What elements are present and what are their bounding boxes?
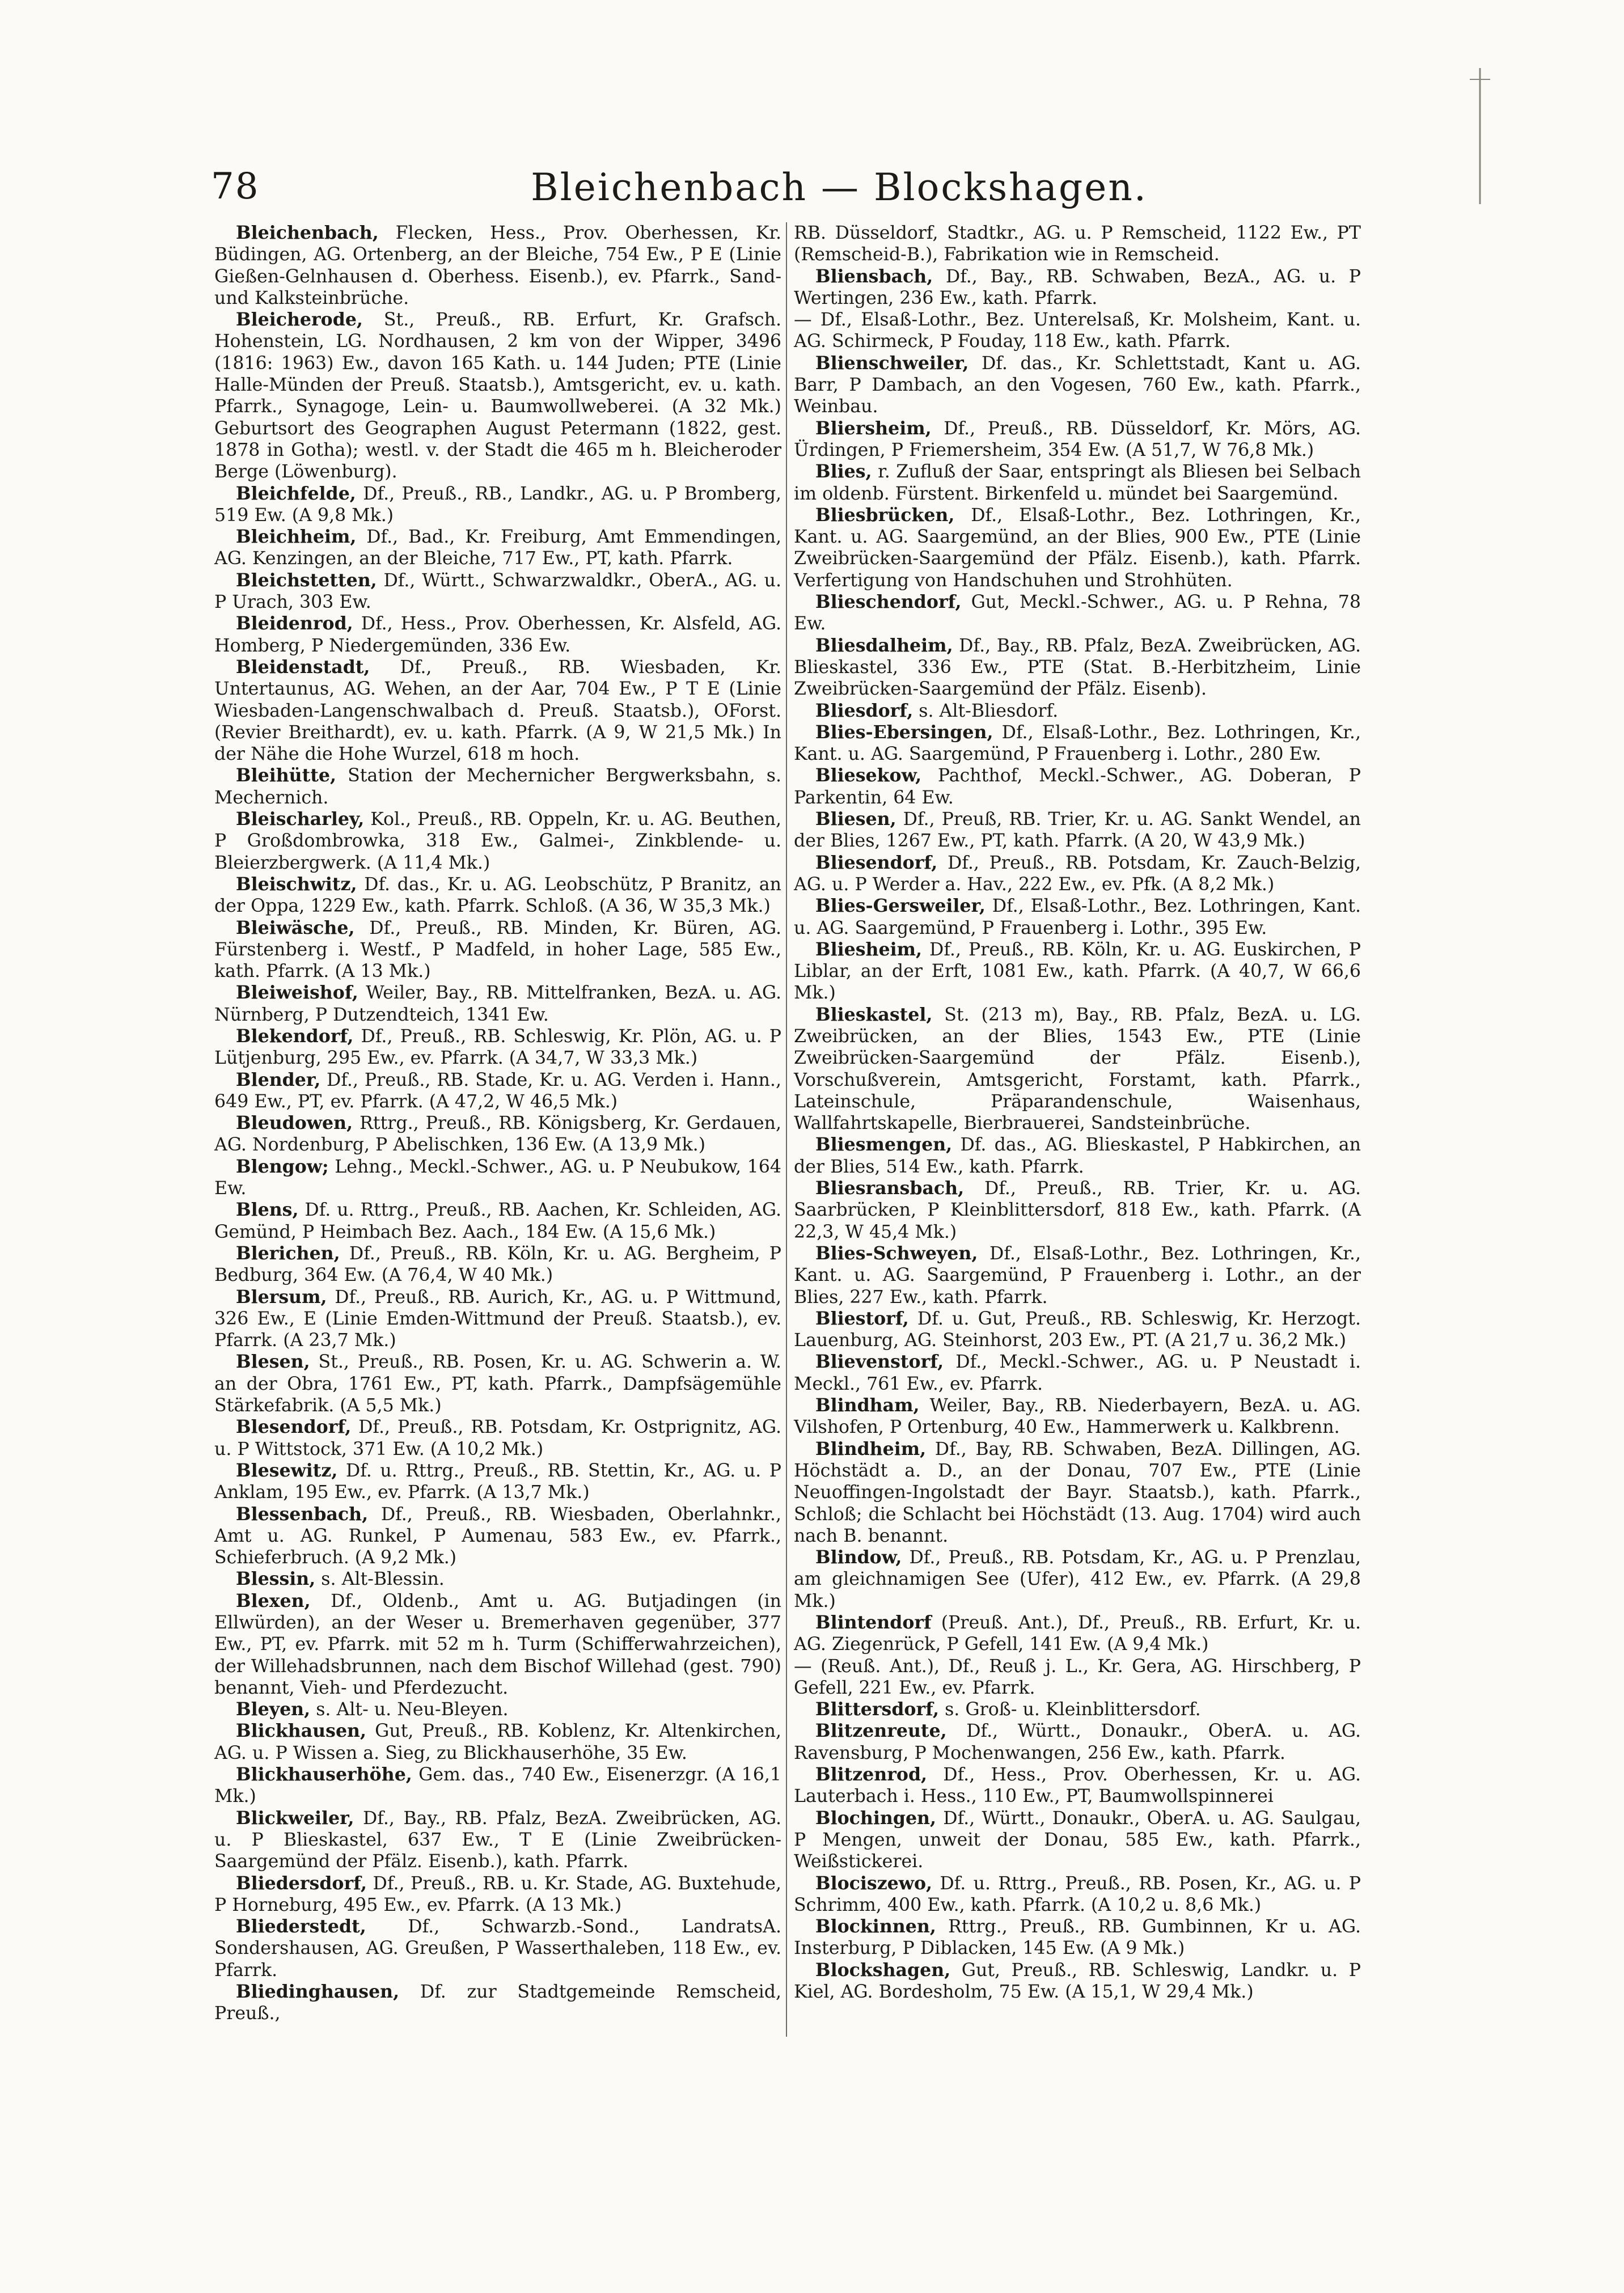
entry-headword: Blies-Gersweiler, (815, 895, 986, 917)
dictionary-entry (214, 309, 781, 483)
dictionary-entry (794, 1808, 1361, 1873)
entry-headword: Blindheim, (815, 1438, 927, 1459)
entry-headword: Blickweiler, (235, 1807, 354, 1829)
dictionary-entry (794, 309, 1361, 353)
entry-headword: Bliestorf, (815, 1308, 909, 1329)
entry-text: Df., Preuß., RB. Minden, Kr. Büren, AG. Fürstenberg i. Westf., P Madfeld, in hoher Lage, 585 Ew., kath. Pfarrk. (A 13 Mk.) (214, 917, 781, 982)
entry-text: — (Reuß. Ant.), Df., Reuß j. L., Kr. Gera, AG. Hirschberg, P Gefell, 221 Ew., ev. Pfarrk. (794, 1656, 1361, 1698)
entry-headword: Bleiweishof, (235, 982, 358, 1004)
entry-headword: Blockshagen, (815, 1959, 951, 1981)
entry-headword: Blessenbach, (235, 1503, 369, 1525)
entry-text: Gem. das., 740 Ew., Eisenerzgr. (A 16,1 Mk.) (214, 1765, 781, 1807)
dictionary-entry (214, 874, 781, 917)
entry-text: Df. das., AG. Blieskastel, P Habkirchen, an der Blies, 514 Ew., kath. Pfarrk. (794, 1135, 1361, 1177)
entry-text: Df., Preuß., RB. Potsdam, Kr., AG. u. P Prenzlau, am gleichnamigen See (Ufer), 412 Ew., ev. Pfarrk. (A 29,8 Mk.) (794, 1547, 1361, 1611)
dictionary-entry (214, 1287, 781, 1352)
entry-headword: Bliersheim, (815, 417, 932, 439)
dictionary-entry (794, 461, 1361, 505)
entry-text: Kol., Preuß., RB. Oppeln, Kr. u. AG. Beuthen, P Großdombrowka, 318 Ew., Galmei-, Zinkblende- u. Bleierzbergwerk. (A 11,4 Mk.) (214, 809, 781, 873)
dictionary-entry (214, 1243, 781, 1287)
entry-text: Df., Preuß, RB. Trier, Kr. u. AG. Sankt Wendel, an der Blies, 1267 Ew., PT, kath. Pfarrk. (A 20, W 43,9 Mk.) (794, 809, 1361, 852)
dictionary-entry (794, 1699, 1361, 1720)
dictionary-entry (214, 765, 781, 809)
entry-text: Lehng., Meckl.-Schwer., AG. u. P Neubukow, 164 Ew. (214, 1156, 781, 1199)
entry-text: St., Preuß., RB. Posen, Kr. u. AG. Schwerin a. W. an der Obra, 1761 Ew., PT, kath. Pfarrk., Dampfsägemühle Stärkefabrik. (A 5,5 Mk.) (214, 1352, 781, 1416)
entry-headword: Blies, (815, 461, 872, 483)
entry-text: Df., Meckl.-Schwer., AG. u. P Neustadt i. Meckl., 761 Ew., ev. Pfarrk. (794, 1352, 1361, 1394)
entry-headword: Bliedinghausen, (235, 1981, 400, 2003)
dictionary-entry (794, 1612, 1361, 1656)
entry-headword: Bleicherode, (235, 309, 363, 331)
entry-text: Df., Bad., Kr. Freiburg, Amt Emmendingen, AG. Kenzingen, an der Bleiche, 717 Ew., PT, kath. Pfarrk. (214, 527, 781, 569)
entry-headword: Blersum, (235, 1286, 327, 1308)
entry-text: — Df., Elsaß-Lothr., Bez. Unterelsaß, Kr. Molsheim, Kant. u. AG. Schirmeck, P Fouday, 118 Ew., kath. Pfarrk. (794, 310, 1361, 352)
entry-text: Df., Preuß., RB. Köln, Kr. u. AG. Euskirchen, P Liblar, an der Erft, 1081 Ew., kath. Pfarrk. (A 40,7, W 66,6 Mk.) (794, 939, 1361, 1004)
entry-text: Df., Hess., Prov. Oberhessen, Kr. Alsfeld, AG. Homberg, P Niedergemünden, 336 Ew. (214, 614, 781, 656)
entry-text: Gut, Meckl.-Schwer., AG. u. P Rehna, 78 Ew. (794, 592, 1361, 634)
dictionary-entry (794, 635, 1361, 700)
entry-text: Station der Mechernicher Bergwerksbahn, s. Mechernich. (214, 765, 781, 808)
dictionary-entry (794, 722, 1361, 765)
entry-text: Df. das., Kr. Schlettstadt, Kant u. AG. Barr, P Dambach, an den Vogesen, 760 Ew., kath. Pfarrk., Weinbau. (794, 353, 1361, 417)
dictionary-entry (794, 1134, 1361, 1178)
entry-headword: Bleiwäsche, (235, 917, 355, 938)
column-left (214, 222, 781, 2025)
dictionary-entry (794, 852, 1361, 896)
dictionary-entry (214, 809, 781, 874)
entry-headword: Bliesdalheim, (815, 634, 953, 656)
entry-text: Df., Württ., Donaukr., OberA. u. AG. Ravensburg, P Mochenwangen, 256 Ew., kath. Pfarrk. (794, 1721, 1361, 1763)
entry-text: Df. das., Kr. u. AG. Leobschütz, P Branitz, an der Oppa, 1229 Ew., kath. Pfarrk. Schloß. (A 36, W 35,3 Mk.) (214, 874, 781, 917)
dictionary-entry (214, 1026, 781, 1069)
dictionary-entry (794, 1351, 1361, 1395)
entry-text: Df., Preuß., RB. Trier, Kr. u. AG. Saarbrücken, P Kleinblittersdorf, 818 Ew., kath. Pfarrk. (A 22,3, W 45,4 Mk.) (794, 1178, 1361, 1242)
entry-headword: Bleyen, (235, 1699, 311, 1720)
entry-text: Df., Preuß., RB. Wiesbaden, Kr. Untertaunus, AG. Wehen, an der Aar, 704 Ew., P T E (Linie Wiesbaden-Langenschwalbach d. Preuß. Staatsb.), OForst. (Revier Breithardt), ev. u. kath. Pfarrk. (A 9, W 21,5 Mk.) In der Nähe die Hohe Wurzel, 618 m hoch. (214, 657, 781, 765)
entry-headword: Bleichstetten, (235, 569, 377, 591)
dictionary-entry (214, 222, 781, 309)
entry-headword: Blens, (235, 1199, 299, 1221)
entry-headword: Bliesransbach, (815, 1178, 965, 1199)
entry-text: Gut, Preuß., RB. Koblenz, Kr. Altenkirchen, AG. u. P Wissen a. Sieg, zu Blickhauserhöhe, 35 Ew. (214, 1721, 781, 1763)
entry-headword: Blengow; (235, 1156, 329, 1177)
dictionary-entry (794, 1960, 1361, 2003)
entry-headword: Bliesendorf, (815, 852, 938, 873)
dictionary-entry (214, 1981, 781, 2025)
entry-text: Df., Bay., RB. Pfalz, BezA. Zweibrücken, AG. u. P Blieskastel, 637 Ew., T E (Linie Zweibrücken-Saargemünd der Pfälz. Eisenb.), kath. Pfarrk. (214, 1808, 781, 1872)
entry-text: s. Alt-Bliesdorf. (913, 700, 1059, 721)
dictionary-entry (794, 418, 1361, 462)
entry-text: Gut, Preuß., RB. Schleswig, Landkr. u. P Kiel, AG. Bordesholm, 75 Ew. (A 15,1, W 29,4 Mk.) (794, 1960, 1361, 2003)
entry-text: Df., Preuß., RB. Aurich, Kr., AG. u. P Wittmund, 326 Ew., E (Linie Emden-Wittmund der Preuß. Staatsb.), ev. Pfarrk. (A 23,7 Mk.) (214, 1287, 781, 1351)
entry-text: Df. u. Rttrg., Preuß., RB. Aachen, Kr. Schleiden, AG. Gemünd, P Heimbach Bez. Aach., 184 Ew. (A 15,6 Mk.) (214, 1200, 781, 1242)
dictionary-entry (794, 939, 1361, 1004)
dictionary-entry (214, 1199, 781, 1243)
dictionary-entry (214, 1764, 781, 1808)
dictionary-entry (794, 266, 1361, 310)
dictionary-entry (214, 1873, 781, 1917)
entry-text: Flecken, Hess., Prov. Oberhessen, Kr. Büdingen, AG. Ortenberg, an der Bleiche, 754 Ew., P E (Linie Gießen-Gelnhausen d. Oberhess. Eisenb.), ev. Pfarrk., Sand- und Kalksteinbrüche. (214, 223, 781, 308)
dictionary-entry (794, 1004, 1361, 1135)
entry-text: Weiler, Bay., RB. Niederbayern, BezA. u. AG. Vilshofen, P Ortenburg, 40 Ew., Hammerwerk u. Kalkbrenn. (794, 1395, 1361, 1438)
dictionary-entry (214, 1069, 781, 1113)
entry-headword: Blintendorf (815, 1612, 932, 1633)
dictionary-entry (214, 1416, 781, 1460)
entry-text: Df., Oldenb., Amt u. AG. Butjadingen (in Ellwürden), an der Weser u. Bremerhaven gegenüber, 377 Ew., PT, ev. Pfarrk. mit 52 m h. Turm (Schifferwahrzeichen), der Willehadsbrunnen, nach dem Bischof Willehad (gest. 790) benannt, Vieh- und Pferdezucht. (214, 1590, 781, 1698)
entry-text: Df., Preuß., RB. Schleswig, Kr. Plön, AG. u. P Lütjenburg, 295 Ew., ev. Pfarrk. (A 34,7, W 33,3 Mk.) (214, 1026, 781, 1069)
dictionary-entry (794, 1656, 1361, 1699)
entry-text: Df., Preuß., RB. Stade, Kr. u. AG. Verden i. Hann., 649 Ew., PT, ev. Pfarrk. (A 47,2, W 46,5 Mk.) (214, 1069, 781, 1112)
entry-headword: Bliederstedt, (235, 1916, 366, 1937)
entry-text: Df., Elsaß-Lothr., Bez. Lothringen, Kr., Kant. u. AG. Saargemünd, P Frauenberg i. Lothr., an der Blies, 227 Ew., kath. Pfarrk. (794, 1243, 1361, 1308)
entry-text: s. Alt-Blessin. (315, 1569, 445, 1590)
entry-headword: Bliesen, (815, 809, 896, 830)
entry-headword: Blickhausen, (235, 1720, 367, 1742)
entry-text: Pachthof, Meckl.-Schwer., AG. Doberan, P Parkentin, 64 Ew. (794, 765, 1361, 808)
entry-headword: Blieskastel, (815, 1004, 933, 1025)
entry-headword: Blickhauserhöhe, (235, 1764, 412, 1786)
dictionary-entry (214, 570, 781, 614)
entry-text: Df., Preuß., RB. Düsseldorf, Kr. Mörs, AG. Ürdingen, P Friemersheim, 354 Ew. (A 51,7, W 76,8 Mk.) (794, 418, 1361, 460)
dictionary-entry (794, 700, 1361, 722)
entry-headword: Bliesekow, (815, 765, 922, 786)
entry-headword: Bleudowen, (235, 1112, 353, 1134)
entry-text: St. (213 m), Bay., RB. Pfalz, BezA. u. LG. Zweibrücken, an der Blies, 1543 Ew., PTE (Linie Zweibrücken-Saargemünd der Pfälz. Eisenb.), Vorschußverein, Amtsgericht, Forstamt, kath. Pfarrk., Lateinschule, Präparandenschule, Waisenhaus, Wallfahrtskapelle, Bierbrauerei, Sandsteinbrüche. (794, 1004, 1361, 1134)
entry-headword: Blessin, (235, 1568, 316, 1590)
entry-text: (Preuß. Ant.), Df., Preuß., RB. Erfurt, Kr. u. AG. Ziegenrück, P Gefell, 141 Ew. (A 9,4 Mk.) (794, 1613, 1361, 1655)
margin-mark (1463, 68, 1497, 204)
dictionary-entry (794, 1395, 1361, 1439)
entry-headword: Blexen, (235, 1590, 311, 1611)
entry-headword: Blieschendorf, (815, 591, 962, 613)
entry-text: Df., Elsaß-Lothr., Bez. Lothringen, Kant. u. AG. Saargemünd, P Frauenberg i. Lothr., 395 Ew. (794, 896, 1361, 938)
entry-headword: Blindham, (815, 1395, 920, 1416)
entry-text: Df., Preuß., RB. u. Kr. Stade, AG. Buxtehude, P Horneburg, 495 Ew., ev. Pfarrk. (A 13 Mk.) (214, 1873, 781, 1915)
dictionary-entry (794, 895, 1361, 939)
dictionary-entry (214, 1916, 781, 1981)
entry-text: Df., Preuß., RB. Wiesbaden, Oberlahnkr., Amt u. AG. Runkel, P Aumenau, 583 Ew., ev. Pfarrk., Schieferbruch. (A 9,2 Mk.) (214, 1504, 781, 1568)
entry-headword: Bleichenbach, (235, 222, 379, 243)
entry-headword: Blender, (235, 1069, 321, 1090)
entry-text: Df., Elsaß-Lothr., Bez. Lothringen, Kr., Kant. u. AG. Saargemünd, P Frauenberg i. Lothr., 280 Ew. (794, 722, 1361, 765)
dictionary-entry (794, 1720, 1361, 1764)
dictionary-entry (214, 1351, 781, 1416)
dictionary-entry (214, 1590, 781, 1699)
entry-headword: Bliensbach, (815, 265, 933, 287)
dictionary-entry (214, 1112, 781, 1156)
entry-text: Df. u. Rttrg., Preuß., RB. Stettin, Kr., AG. u. P Anklam, 195 Ew., ev. Pfarrk. (A 13,7 Mk.) (214, 1460, 781, 1503)
dictionary-entry (214, 917, 781, 983)
entry-headword: Bleichheim, (235, 526, 357, 548)
entry-headword: Bleischarley, (235, 809, 365, 830)
dictionary-entry (794, 765, 1361, 809)
entry-headword: Blockinnen, (815, 1916, 936, 1937)
entry-headword: Blociszewo, (815, 1872, 933, 1894)
entry-headword: Blies-Ebersingen, (815, 721, 993, 743)
dictionary-entry (794, 1873, 1361, 1917)
dictionary-entry (214, 1699, 781, 1720)
entry-text: Df., Preuß., RB. Köln, Kr. u. AG. Bergheim, P Bedburg, 364 Ew. (A 76,4, W 40 Mk.) (214, 1243, 781, 1286)
entry-headword: Bleidenrod, (235, 613, 353, 634)
entry-text: Df., Bay., RB. Pfalz, BezA. Zweibrücken, AG. Blieskastel, 336 Ew., PTE (Stat. B.-Herbitzheim, Linie Zweibrücken-Saargemünd der Pfälz. Eisenb). (794, 635, 1361, 700)
dictionary-entry (794, 222, 1361, 266)
entry-headword: Blesendorf, (235, 1416, 352, 1438)
entry-headword: Bleischwitz, (235, 873, 357, 895)
entry-headword: Blies-Schweyen, (815, 1242, 978, 1264)
dictionary-entry (214, 1720, 781, 1764)
entry-text: Df., Bay, RB. Schwaben, BezA. Dillingen, AG. Höchstädt a. D., an der Donau, 707 Ew., PTE (Linie Neuoffingen-Ingolstadt der Bayr. Staatsb.), kath. Pfarrk., Schloß; die Schlacht bei Höchstädt (13. Aug. 1704) wird auch nach B. benannt. (794, 1439, 1361, 1546)
entry-text: Df., Schwarzb.-Sond., LandratsA. Sondershausen, AG. Greußen, P Wasserthaleben, 118 Ew., ev. Pfarrk. (214, 1917, 781, 1981)
entry-text: Df., Bay., RB. Schwaben, BezA., AG. u. P Wertingen, 236 Ew., kath. Pfarrk. (794, 266, 1361, 308)
entry-text: Df., Württ., Schwarzwaldkr., OberA., AG. u. P Urach, 303 Ew. (214, 570, 781, 613)
entry-text: Rttrg., Preuß., RB. Gumbinnen, Kr u. AG. Insterburg, P Diblacken, 145 Ew. (A 9 Mk.) (794, 1917, 1361, 1959)
entry-headword: Blittersdorf, (815, 1699, 940, 1720)
dictionary-entry (794, 1547, 1361, 1612)
dictionary-entry (214, 982, 781, 1026)
entry-text: RB. Düsseldorf, Stadtkr., AG. u. P Remscheid, 1122 Ew., PT (Remscheid-B.), Fabrikation wie in Remscheid. (794, 223, 1361, 265)
dictionary-entry (214, 483, 781, 527)
dictionary-entry (794, 591, 1361, 635)
dictionary-entry (214, 1156, 781, 1200)
dictionary-entry (794, 1439, 1361, 1547)
entry-text: Df., Preuß., RB. Potsdam, Kr. Zauch-Belzig, AG. u. P Werder a. Hav., 222 Ew., ev. Pfk. (A 8,2 Mk.) (794, 852, 1361, 895)
dictionary-entry (794, 1308, 1361, 1352)
dictionary-entry (214, 1568, 781, 1590)
entry-text: Df., Württ., Donaukr., OberA. u. AG. Saulgau, P Mengen, unweit der Donau, 585 Ew., kath. Pfarrk., Weißstickerei. (794, 1808, 1361, 1872)
entry-text: Df., Preuß., RB., Landkr., AG. u. P Bromberg, 519 Ew. (A 9,8 Mk.) (214, 483, 781, 526)
dictionary-entry (214, 613, 781, 657)
dictionary-entry (794, 1916, 1361, 1960)
page-number: 78 (211, 166, 260, 208)
entry-headword: Blekendorf, (235, 1025, 354, 1047)
dictionary-entry (214, 526, 781, 570)
entry-headword: Bleihütte, (235, 765, 336, 786)
entry-text: Df. zur Stadtgemeinde Remscheid, Preuß., (214, 1982, 781, 2024)
dictionary-entry (794, 1243, 1361, 1308)
entry-text: St., Preuß., RB. Erfurt, Kr. Grafsch. Hohenstein, LG. Nordhausen, 2 km von der Wipper, 3496 (1816: 1963) Ew., davon 165 Kath. u. 144 Juden; PTE (Linie Halle-Münden der Preuß. Staatsb.), Amtsgericht, ev. u. kath. Pfarrk., Synagoge, Lein- u. Baumwollweberei. (A 32 Mk.) Geburtsort des Geographen August Petermann (1822, gest. 1878 in Gotha); westl. v. der Stadt die 465 m h. Bleicheroder Berge (Löwenburg). (214, 310, 781, 483)
entry-headword: Blesewitz, (235, 1459, 338, 1481)
dictionary-entry (794, 1764, 1361, 1808)
entry-headword: Blochingen, (815, 1807, 937, 1829)
entry-headword: Blievenstorf, (815, 1351, 944, 1373)
entry-headword: Blienschweiler, (815, 352, 969, 374)
entry-headword: Bliedersdorf, (235, 1872, 367, 1894)
dictionary-entry (214, 1504, 781, 1569)
entry-headword: Bleidenstadt, (235, 656, 370, 678)
dictionary-entry (214, 1808, 781, 1873)
entry-headword: Bliesheim, (815, 938, 923, 960)
entry-text: Df., Elsaß-Lothr., Bez. Lothringen, Kr., Kant. u. AG. Saargemünd, an der Blies, 900 Ew., PTE (Linie Zweibrücken-Saargemünd der Pfälz. Eisenb.), kath. Pfarrk. Verfertigung von Handschuhen und Strohhüten. (794, 505, 1361, 591)
dictionary-entry (794, 809, 1361, 852)
dictionary-entry (214, 657, 781, 765)
entry-headword: Blerichen, (235, 1242, 340, 1264)
column-right (794, 222, 1361, 2003)
entry-text: r. Zufluß der Saar, entspringt als Bliesen bei Selbach im oldenb. Fürstent. Birkenfeld u. mündet bei Saargemünd. (794, 462, 1361, 504)
dictionary-entry (214, 1460, 781, 1504)
entry-headword: Blitzenreute, (815, 1720, 947, 1742)
running-head: Bleichenbach — Blockshagen. (531, 166, 1148, 209)
entry-text: s. Alt- u. Neu-Bleyen. (310, 1699, 509, 1720)
dictionary-entry (794, 505, 1361, 591)
entry-headword: Bliesbrücken, (815, 504, 955, 526)
entry-headword: Blesen, (235, 1351, 310, 1373)
entry-text: Df. u. Rttrg., Preuß., RB. Posen, Kr., AG. u. P Schrimm, 400 Ew., kath. Pfarrk. (A 10,2 u. 8,6 Mk.) (794, 1873, 1361, 1915)
entry-headword: Bliesmengen, (815, 1134, 953, 1156)
entry-text: s. Groß- u. Kleinblittersdorf. (939, 1699, 1201, 1720)
dictionary-entry (794, 353, 1361, 418)
entry-headword: Bleichfelde, (235, 483, 356, 504)
entry-headword: Blitzenrod, (815, 1764, 928, 1786)
dictionary-entry (794, 1178, 1361, 1243)
entry-text: Df., Hess., Prov. Oberhessen, Kr. u. AG. Lauterbach i. Hess., 110 Ew., PT, Baumwollspinnerei (794, 1765, 1361, 1807)
entry-text: Df. u. Gut, Preuß., RB. Schleswig, Kr. Herzogt. Lauenburg, AG. Steinhorst, 203 Ew., PT. (A 21,7 u. 36,2 Mk.) (794, 1308, 1361, 1351)
entry-text: Rttrg., Preuß., RB. Königsberg, Kr. Gerdauen, AG. Nordenburg, P Abelischken, 136 Ew. (A 13,9 Mk.) (214, 1113, 781, 1156)
entry-headword: Blindow, (815, 1547, 902, 1568)
column-divider (786, 222, 787, 2037)
entry-text: Weiler, Bay., RB. Mittelfranken, BezA. u. AG. Nürnberg, P Dutzendteich, 1341 Ew. (214, 983, 781, 1025)
entry-headword: Bliesdorf, (815, 700, 914, 721)
entry-text: Df., Preuß., RB. Potsdam, Kr. Ostprignitz, AG. u. P Wittstock, 371 Ew. (A 10,2 Mk.) (214, 1417, 781, 1459)
